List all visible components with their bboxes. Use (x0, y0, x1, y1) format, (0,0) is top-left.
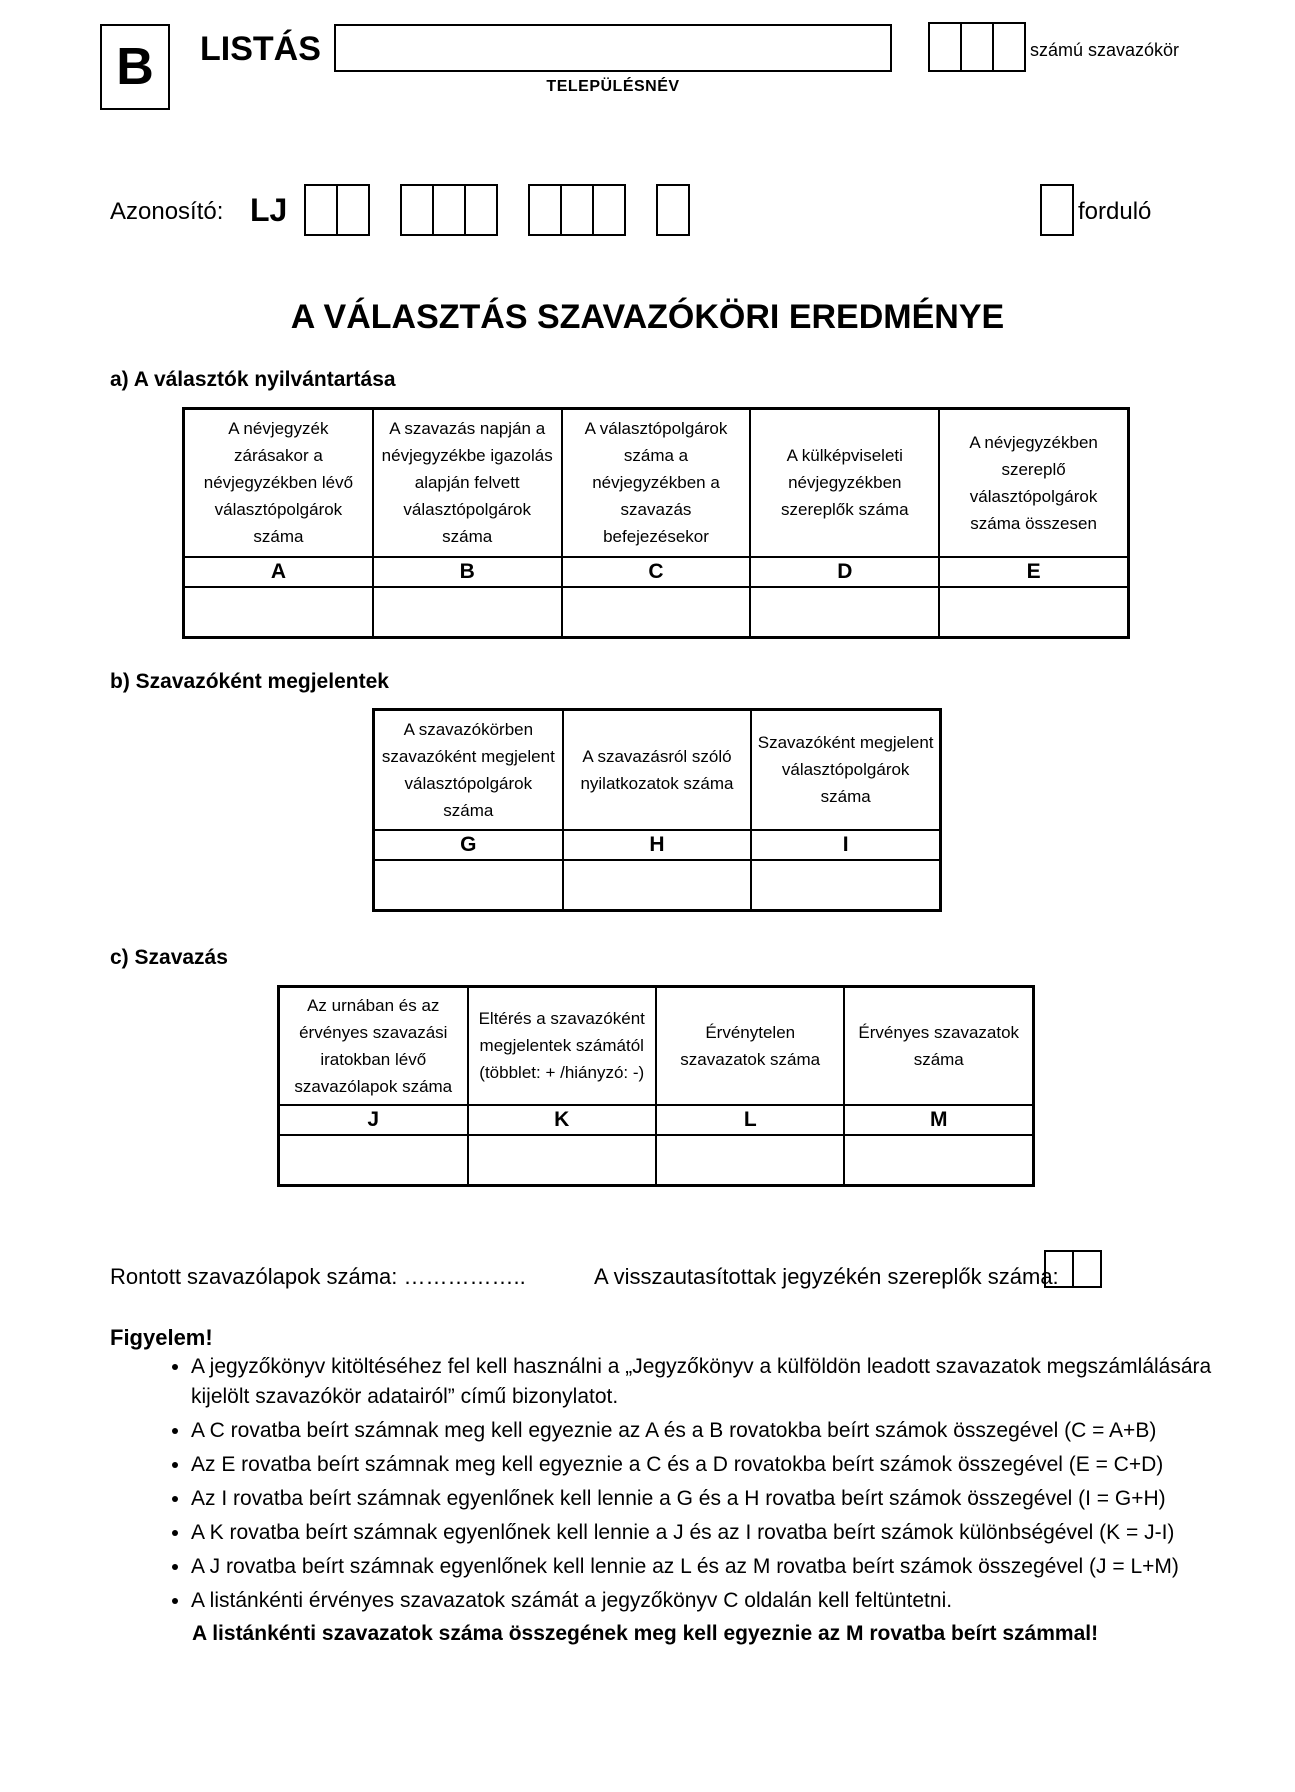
column-letter: E (939, 557, 1128, 587)
column-header: A névjegyzék zárásakor a névjegyzékben lévő választópolgárok száma (184, 409, 373, 557)
column-header: Érvényes szavazatok száma (844, 987, 1033, 1105)
column-header: A szavazókörben szavazóként megjelent választópolgárok száma (374, 710, 563, 830)
rontott-szavazolapok-field[interactable]: Rontott szavazólapok száma: …………….. (110, 1264, 526, 1289)
fordulo-label: forduló (1078, 198, 1152, 225)
szavazokor-digit-box[interactable] (960, 22, 994, 72)
figyelem-title: Figyelem! (110, 1325, 213, 1350)
azonosito-digit-box[interactable] (304, 184, 338, 236)
value-cell-a[interactable] (184, 587, 373, 638)
column-header: Az urnában és az érvényes szavazási iratokban lévő szavazólapok száma (279, 987, 468, 1105)
value-cell-i[interactable] (751, 860, 940, 911)
column-letter: C (562, 557, 751, 587)
azonosito-digit-box[interactable] (592, 184, 626, 236)
list-item: • Az E rovatba beírt számnak meg kell egyeznie a C és a D rovatokba beírt számok összegével (E = C+D) (191, 1450, 1251, 1480)
list-item: • A listánkénti érvényes szavazatok számát a jegyzőkönyv C oldalán kell feltüntetni. (191, 1586, 1251, 1616)
list-item: • A jegyzőkönyv kitöltéséhez fel kell használni a „Jegyzőkönyv a külföldön leadott szavazatok megszámlálására kijelölt szavazókör adatairól” című bizonylatot. (191, 1352, 1251, 1412)
column-letter: M (844, 1105, 1033, 1135)
azonosito-digit-box[interactable] (528, 184, 562, 236)
bold-note: A listánkénti szavazatok száma összegének meg kell egyeznie az M rovatba beírt számmal! (192, 1622, 1099, 1645)
value-cell-c[interactable] (562, 587, 751, 638)
szavazokor-number-boxes (928, 22, 1026, 72)
list-item: • Az I rovatba beírt számnak egyenlőnek kell lennie a G és a H rovatba beírt számok összegével (I = G+H) (191, 1484, 1251, 1514)
azonosito-prefix: LJ (250, 192, 288, 228)
telepules-label: TELEPÜLÉSNÉV (546, 78, 680, 95)
visszautasitottak-digit-box[interactable] (1044, 1250, 1074, 1288)
listas-label: LISTÁS (200, 30, 321, 68)
szavazokor-digit-box[interactable] (928, 22, 962, 72)
column-header: A külképviseleti névjegyzékben szereplők száma (750, 409, 939, 557)
list-item: • A C rovatba beírt számnak meg kell egyeznie az A és a B rovatokba beírt számok összegével (C = A+B) (191, 1416, 1251, 1446)
value-cell-e[interactable] (939, 587, 1128, 638)
azonosito-digit-box[interactable] (464, 184, 498, 236)
column-letter: D (750, 557, 939, 587)
azonosito-group-1 (304, 184, 370, 236)
value-cell-d[interactable] (750, 587, 939, 638)
column-header: Érvénytelen szavazatok száma (656, 987, 844, 1105)
value-cell-l[interactable] (656, 1135, 844, 1186)
telepules-input[interactable] (334, 24, 892, 72)
value-cell-g[interactable] (374, 860, 563, 911)
value-cell-m[interactable] (844, 1135, 1033, 1186)
section-b-title: b) Szavazóként megjelentek (110, 670, 389, 693)
column-header: A névjegyzékben szereplő választópolgárok száma összesen (939, 409, 1128, 557)
azonosito-digit-box[interactable] (560, 184, 594, 236)
column-header: A választópolgárok száma a névjegyzékben a szavazás befejezésekor (562, 409, 751, 557)
column-letter: A (184, 557, 373, 587)
section-c-title: c) Szavazás (110, 946, 228, 969)
visszautasitottak-label: A visszautasítottak jegyzékén szereplők száma: (594, 1264, 1059, 1289)
column-letter: I (751, 830, 940, 860)
azonosito-digit-box[interactable] (656, 184, 690, 236)
section-a-title: a) A választók nyilvántartása (110, 368, 396, 391)
azonosito-digit-box[interactable] (336, 184, 370, 236)
column-letter: K (468, 1105, 656, 1135)
section-a-table (182, 407, 1130, 639)
list-item: • A K rovatba beírt számnak egyenlőnek kell lennie a J és az I rovatba beírt számok különbségével (K = J-I) (191, 1518, 1251, 1548)
azonosito-group-3 (528, 184, 626, 236)
azonosito-label: Azonosító: (110, 198, 224, 225)
notes-list (145, 1352, 1251, 1620)
section-b-table (372, 708, 942, 912)
column-letter: L (656, 1105, 844, 1135)
value-cell-b[interactable] (373, 587, 562, 638)
szavazokor-digit-box[interactable] (992, 22, 1026, 72)
visszautasitottak-digit-box[interactable] (1072, 1250, 1102, 1288)
azonosito-group-4 (656, 184, 690, 236)
value-cell-j[interactable] (279, 1135, 468, 1186)
fordulo-box-group (1040, 184, 1074, 236)
column-letter: J (279, 1105, 468, 1135)
azonosito-digit-box[interactable] (400, 184, 434, 236)
column-letter: G (374, 830, 563, 860)
column-header: Eltérés a szavazóként megjelentek számától (többlet: + /hiányzó: -) (468, 987, 656, 1105)
column-letter: B (373, 557, 562, 587)
azonosito-digit-box[interactable] (432, 184, 466, 236)
column-letter: H (563, 830, 752, 860)
azonosito-group-2 (400, 184, 498, 236)
fordulo-digit-box[interactable] (1040, 184, 1074, 236)
visszautasitottak-boxes (1044, 1250, 1102, 1288)
szamu-szavazokor-label: számú szavazókör (1030, 40, 1180, 60)
column-header: Szavazóként megjelent választópolgárok száma (751, 710, 940, 830)
value-cell-h[interactable] (563, 860, 752, 911)
list-item: • A J rovatba beírt számnak egyenlőnek kell lennie az L és az M rovatba beírt számok összegével (J = L+M) (191, 1552, 1251, 1582)
list-letter-box: B (100, 24, 170, 110)
column-header: A szavazás napján a névjegyzékbe igazolás alapján felvett választópolgárok száma (373, 409, 562, 557)
column-header: A szavazásról szóló nyilatkozatok száma (563, 710, 752, 830)
value-cell-k[interactable] (468, 1135, 656, 1186)
page-title: A VÁLASZTÁS SZAVAZÓKÖRI EREDMÉNYE (290, 298, 1005, 336)
section-c-table (277, 985, 1035, 1187)
